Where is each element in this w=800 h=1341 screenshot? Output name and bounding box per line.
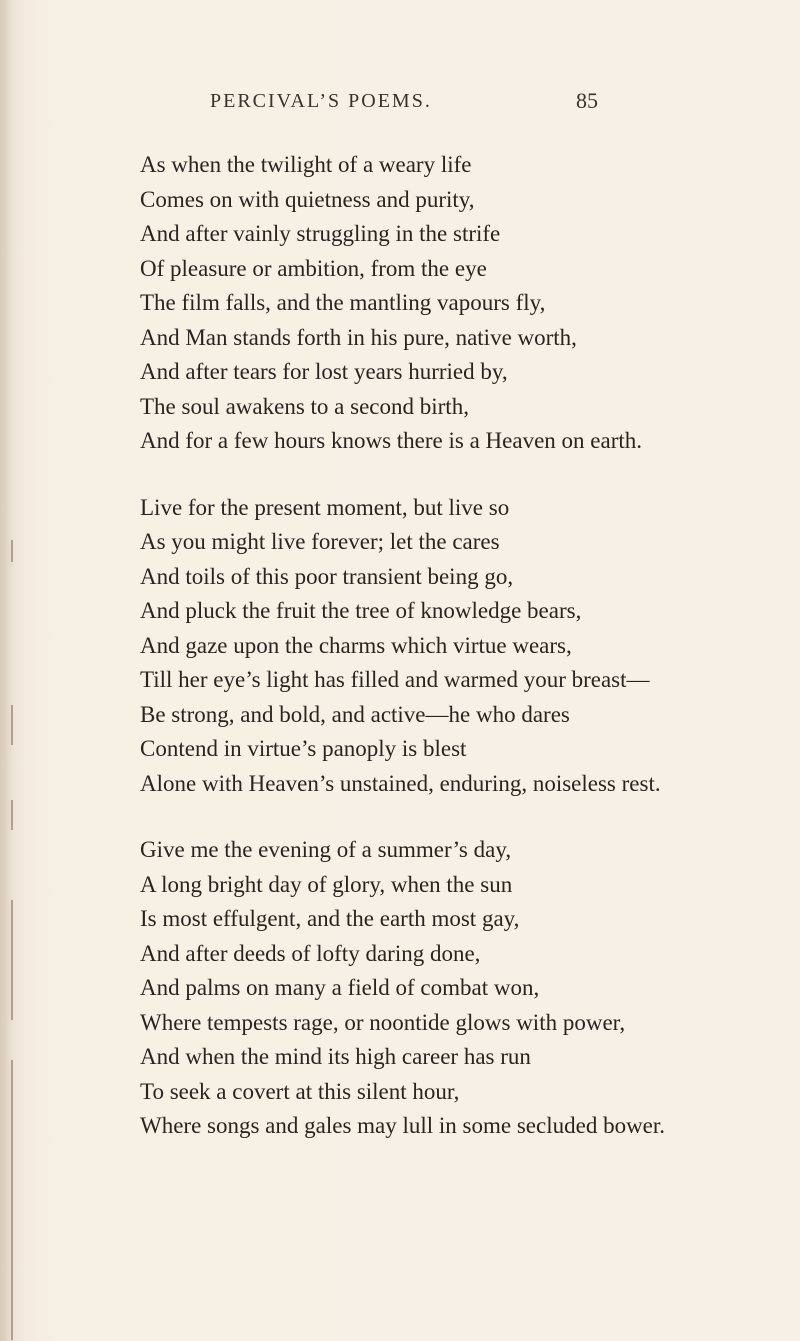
poem-line: Where songs and gales may lull in some secluded bower.	[140, 1113, 666, 1138]
poem-line: And when the mind its high career has run	[140, 1044, 531, 1069]
poem-line: Live for the present moment, but live so	[140, 494, 510, 520]
poem-line: Where tempests rage, or noontide glows with power,	[140, 1009, 626, 1035]
poem-line: As when the twilight of a weary life	[140, 152, 472, 177]
page-edge-mark	[11, 900, 13, 1020]
poem-line: And gaze upon the charms which virtue wears,	[140, 632, 572, 658]
poem-line: And pluck the fruit the tree of knowledge bears,	[140, 598, 582, 623]
poem-line: And toils of this poor transient being go,	[140, 563, 514, 589]
poem-line: Comes on with quietness and purity,	[140, 186, 475, 212]
stanza	[140, 491, 780, 802]
poem-line: To seek a covert at this silent hour,	[140, 1078, 460, 1104]
poem-line: As you might live forever; let the cares	[140, 529, 500, 554]
page-header	[0, 90, 800, 120]
poem-line: Alone with Heaven’s unstained, enduring, noiseless rest.	[140, 770, 661, 796]
poem-line: A long bright day of glory, when the sun	[140, 871, 513, 897]
poem-line: And for a few hours knows there is a Heaven on earth.	[140, 428, 643, 453]
poem-line: And after deeds of lofty daring done,	[140, 940, 481, 966]
stanza	[140, 833, 780, 1144]
poem-line: And Man stands forth in his pure, native worth,	[140, 324, 577, 350]
page-edge-mark	[11, 800, 13, 830]
poem-line: The film falls, and the mantling vapours fly,	[140, 290, 546, 315]
poem-line: The soul awakens to a second birth,	[140, 393, 469, 419]
page-edge-mark	[11, 1060, 13, 1340]
poem-line: And after tears for lost years hurried by,	[140, 359, 508, 384]
poem-line: Till her eye’s light has filled and warmed your breast—	[140, 667, 650, 692]
running-head: PERCIVAL’S POEMS.	[210, 90, 432, 112]
poem-line: Give me the evening of a summer’s day,	[140, 837, 512, 862]
page-edge-mark	[11, 705, 13, 745]
poem-line: Be strong, and bold, and active—he who dares	[140, 701, 570, 727]
poem-line: Is most effulgent, and the earth most gay,	[140, 906, 520, 931]
poem-line: Contend in virtue’s panoply is blest	[140, 736, 467, 761]
page-edge-mark	[11, 540, 13, 562]
poem-line: And palms on many a field of combat won,	[140, 975, 540, 1000]
poem-line: And after vainly struggling in the strife	[140, 221, 501, 246]
poem-body	[140, 148, 780, 1176]
stanza	[140, 148, 780, 459]
page-number: 85	[576, 88, 598, 113]
poem-line: Of pleasure or ambition, from the eye	[140, 255, 487, 281]
